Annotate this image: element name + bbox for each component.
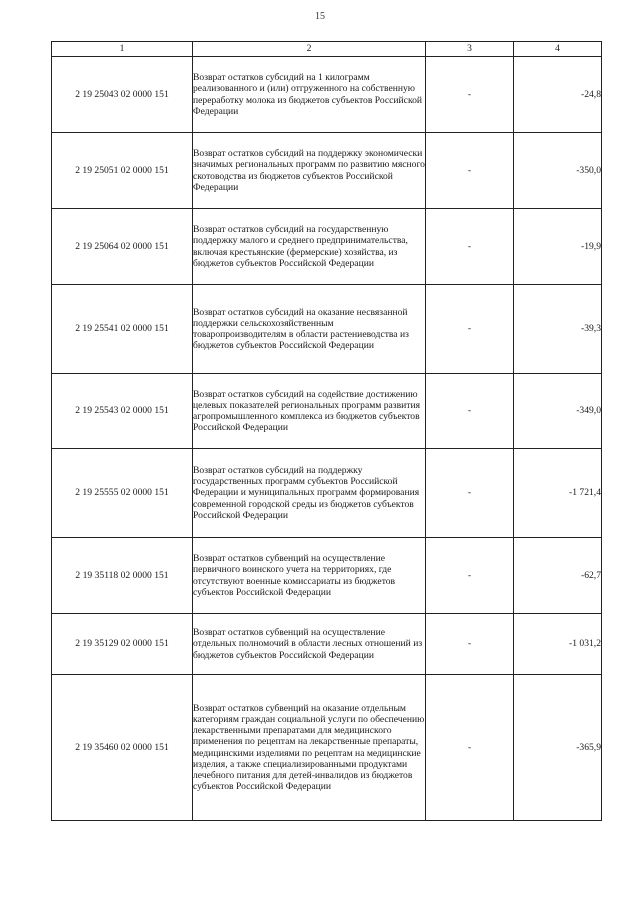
row-amount: -62,7 xyxy=(514,538,602,614)
row-code: 2 19 25543 02 0000 151 xyxy=(52,374,193,449)
row-column-3: - xyxy=(426,57,514,133)
column-header-4: 4 xyxy=(514,42,602,57)
row-description: Возврат остатков субсидий на содействие достижению целевых показателей региональных программ развития агропромышленного комплекса из бюджетов субъектов Российской Федерации xyxy=(193,374,426,449)
row-amount: -24,8 xyxy=(514,57,602,133)
row-amount: -1 721,4 xyxy=(514,449,602,538)
row-amount: -19,9 xyxy=(514,209,602,285)
row-amount: -350,0 xyxy=(514,133,602,209)
row-column-3: - xyxy=(426,285,514,374)
row-description: Возврат остатков субсидий на поддержку государственных программ субъектов Российской Федерации и муниципальных программ формирования современной городской среды из бюджетов субъектов Российской Федерации xyxy=(193,449,426,538)
row-description: Возврат остатков субсидий на 1 килограмм реализованного и (или) отгруженного на собственную переработку молока из бюджетов субъектов Российской Федерации xyxy=(193,57,426,133)
row-column-3: - xyxy=(426,449,514,538)
table-row xyxy=(52,57,602,133)
table-row xyxy=(52,614,602,675)
row-column-3: - xyxy=(426,209,514,285)
row-code: 2 19 35129 02 0000 151 xyxy=(52,614,193,675)
row-description: Возврат остатков субсидий на поддержку экономически значимых региональных программ по развитию мясного скотоводства из бюджетов субъектов Российской Федерации xyxy=(193,133,426,209)
row-description: Возврат остатков субсидий на государственную поддержку малого и среднего предпринимательства, включая крестьянские (фермерские) хозяйства, из бюджетов субъектов Российской Федерации xyxy=(193,209,426,285)
table-row xyxy=(52,133,602,209)
budget-table xyxy=(51,41,602,821)
table-row xyxy=(52,374,602,449)
header-row xyxy=(52,42,602,57)
row-description: Возврат остатков субвенций на оказание отдельным категориям граждан социальной услуги по обеспечению лекарственными препаратами для медицинского применения по рецептам на лекарственные препараты, медицинскими изделиями по рецептам на медицинские изделия, а также специализированными продуктами лечебного питания для детей-инвалидов из бюджетов субъектов Российской Федерации xyxy=(193,675,426,821)
row-code: 2 19 25541 02 0000 151 xyxy=(52,285,193,374)
row-description: Возврат остатков субвенций на осуществление первичного воинского учета на территориях, где отсутствуют военные комиссариаты из бюджетов субъектов Российской Федерации xyxy=(193,538,426,614)
row-column-3: - xyxy=(426,133,514,209)
row-code: 2 19 25555 02 0000 151 xyxy=(52,449,193,538)
row-code: 2 19 25064 02 0000 151 xyxy=(52,209,193,285)
row-column-3: - xyxy=(426,374,514,449)
column-header-3: 3 xyxy=(426,42,514,57)
table-row xyxy=(52,538,602,614)
row-column-3: - xyxy=(426,614,514,675)
row-code: 2 19 35460 02 0000 151 xyxy=(52,675,193,821)
row-amount: -39,3 xyxy=(514,285,602,374)
row-code: 2 19 25043 02 0000 151 xyxy=(52,57,193,133)
row-column-3: - xyxy=(426,538,514,614)
row-amount: -365,9 xyxy=(514,675,602,821)
row-code: 2 19 35118 02 0000 151 xyxy=(52,538,193,614)
row-description: Возврат остатков субсидий на оказание несвязанной поддержки сельскохозяйственным товаропроизводителям в области растениеводства из бюджетов субъектов Российской Федерации xyxy=(193,285,426,374)
table-row xyxy=(52,285,602,374)
page-number: 15 xyxy=(315,11,325,22)
table-row xyxy=(52,675,602,821)
row-column-3: - xyxy=(426,675,514,821)
row-description: Возврат остатков субвенций на осуществление отдельных полномочий в области лесных отношений из бюджетов субъектов Российской Федерации xyxy=(193,614,426,675)
table-row xyxy=(52,449,602,538)
table-row xyxy=(52,209,602,285)
row-amount: -1 031,2 xyxy=(514,614,602,675)
row-code: 2 19 25051 02 0000 151 xyxy=(52,133,193,209)
column-header-1: 1 xyxy=(52,42,193,57)
row-amount: -349,0 xyxy=(514,374,602,449)
column-header-2: 2 xyxy=(193,42,426,57)
